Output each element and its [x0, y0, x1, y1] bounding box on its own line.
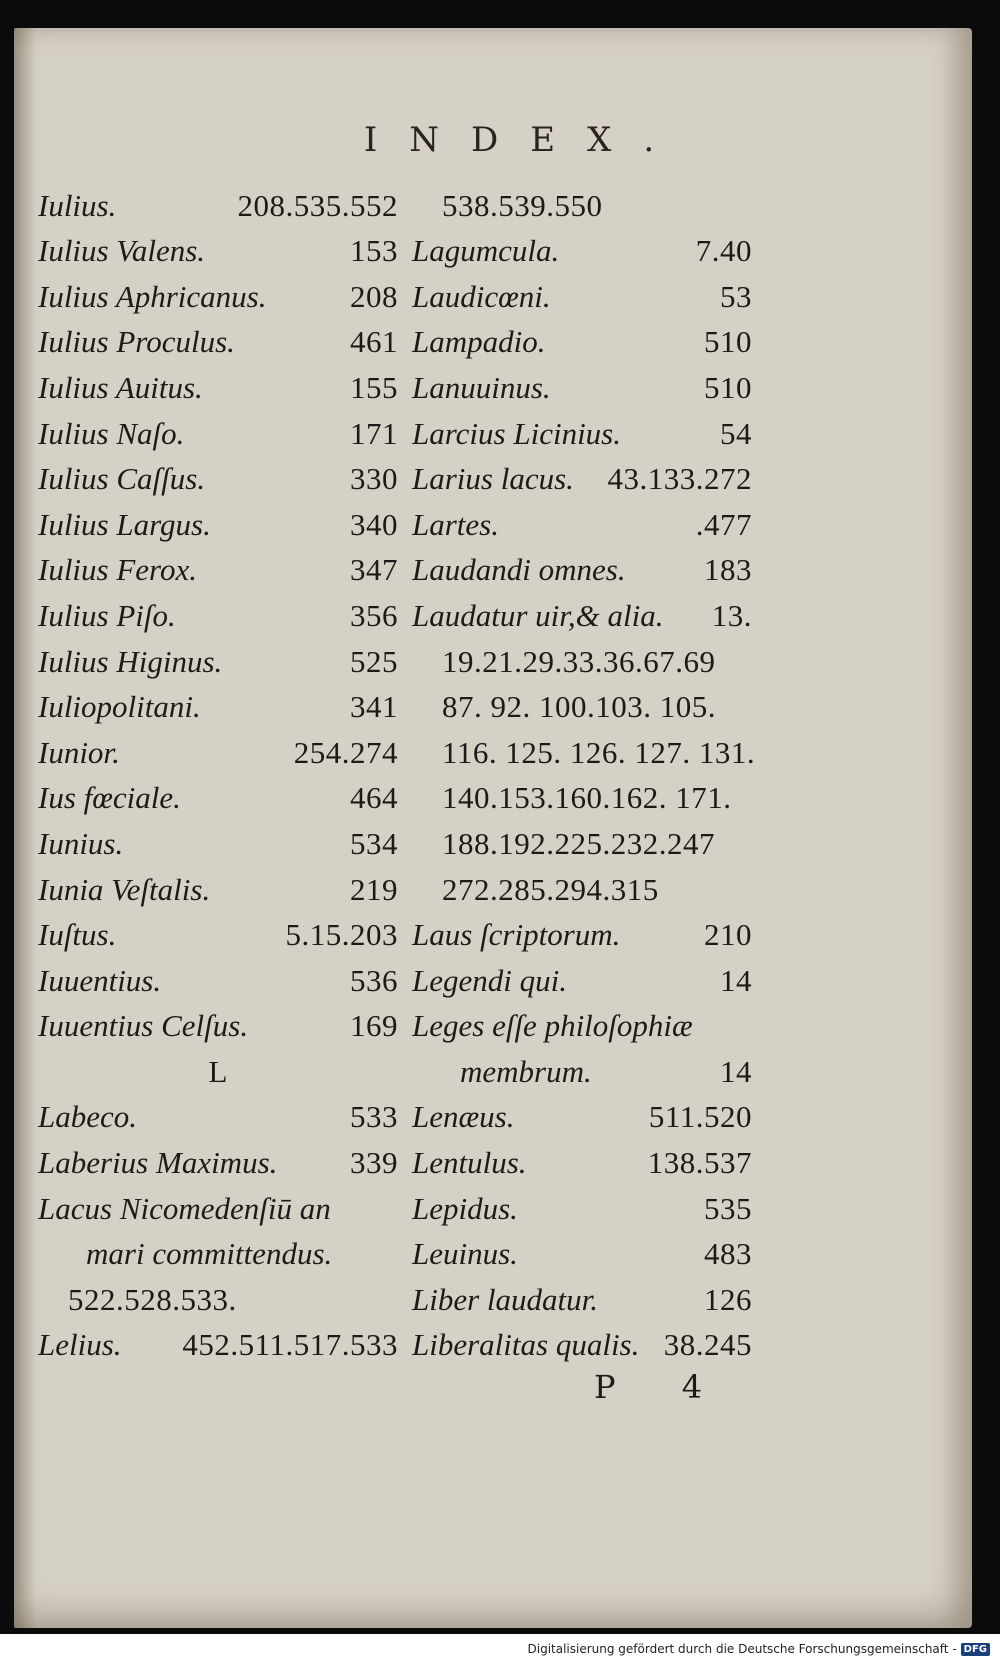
index-entry-continuation: 538.539.550: [442, 187, 603, 223]
index-entry: Legendi qui. 14: [412, 962, 752, 998]
index-entry: Lampadio. 510: [412, 324, 752, 360]
index-entry: Laudatur uir,& alia. 13.: [412, 597, 752, 633]
index-entry: Iunia Veſtalis. 219: [38, 871, 398, 907]
index-entry-continuation: 188.192.225.232.247: [442, 825, 715, 861]
index-entry: Iuliopolitani. 341: [38, 689, 398, 725]
index-entry: Laberius Maximus. 339: [38, 1145, 398, 1181]
book-page: [14, 28, 972, 1628]
index-entry: Iulius. 208.535.552: [38, 187, 398, 223]
index-entry: Leges eſſe philoſophiæ: [412, 1008, 693, 1044]
index-entry: Iulius Largus. 340: [38, 506, 398, 542]
index-entry: Iulius Aphricanus. 208: [38, 278, 398, 314]
section-letter: L: [208, 1053, 228, 1089]
index-entry: Iulius Ferox. 347: [38, 552, 398, 588]
index-entry: Iunius. 534: [38, 825, 398, 861]
index-entry: Iunior. 254.274: [38, 734, 398, 770]
index-entry: Larcius Licinius. 54: [412, 415, 752, 451]
dfg-logo-icon: DFG: [961, 1643, 990, 1656]
index-entry-continuation: 19.21.29.33.36.67.69: [442, 643, 716, 679]
index-entry: Leuinus. 483: [412, 1236, 752, 1272]
index-entry: Iuuentius Celſus. 169: [38, 1008, 398, 1044]
digitization-footer: [0, 1634, 1000, 1664]
index-entry: Liber laudatur. 126: [412, 1281, 752, 1317]
index-entry-continuation: 272.285.294.315: [442, 871, 659, 907]
index-entry: Iulius Auitus. 155: [38, 369, 398, 405]
index-entry-continuation: 87. 92. 100.103. 105.: [442, 689, 716, 725]
index-entry: Lelius. 452.511.517.533: [38, 1327, 398, 1363]
index-entry: Lacus Nicomedenſiū an: [38, 1190, 331, 1226]
index-entry: Lepidus. 535: [412, 1190, 752, 1226]
index-entry: Iuſtus. 5.15.203: [38, 917, 398, 953]
index-entry: Laus ſcriptorum. 210: [412, 917, 752, 953]
index-entry: Laudicœni. 53: [412, 278, 752, 314]
index-entry: Iuuentius. 536: [38, 962, 398, 998]
index-entry: Iulius Naſo. 171: [38, 415, 398, 451]
index-entry: Liberalitas qualis. 38.245: [412, 1327, 752, 1363]
index-entry: Iulius Higinus. 525: [38, 643, 398, 679]
index-entry: Lagumcula. 7.40: [412, 233, 752, 269]
index-entry: Laudandi omnes. 183: [412, 552, 752, 588]
index-entry-continuation: 140.153.160.162. 171.: [442, 780, 732, 816]
index-entry-continuation: 522.528.533.: [68, 1281, 237, 1317]
index-entry: Lenæus. 511.520: [412, 1099, 752, 1135]
left-column: [38, 178, 398, 1363]
index-entry-continuation: membrum. 14: [460, 1053, 752, 1089]
index-entry: Iulius Valens. 153: [38, 233, 398, 269]
index-entry-continuation: mari committendus.: [86, 1236, 333, 1272]
index-entry: Iulius Piſo. 356: [38, 597, 398, 633]
page-header: INDEX.: [363, 120, 687, 160]
index-entry: Lanuuinus. 510: [412, 369, 752, 405]
index-entry: Ius fœciale. 464: [38, 780, 398, 816]
right-column: [412, 178, 756, 1363]
footer-text: Digitalisierung gefördert durch die Deutsche Forschungsgemeinschaft -: [527, 1642, 957, 1656]
index-entry: Labeco. 533: [38, 1099, 398, 1135]
index-entry: Larius lacus. 43.133.272: [412, 461, 752, 497]
index-entry: Lartes. .477: [412, 506, 752, 542]
index-entry: Lentulus. 138.537: [412, 1145, 752, 1181]
index-entry: Iulius Caſſus. 330: [38, 461, 398, 497]
signature-mark: P 4: [594, 1368, 731, 1406]
index-entry: Iulius Proculus. 461: [38, 324, 398, 360]
index-entry-continuation: 116. 125. 126. 127. 131.: [442, 734, 756, 770]
